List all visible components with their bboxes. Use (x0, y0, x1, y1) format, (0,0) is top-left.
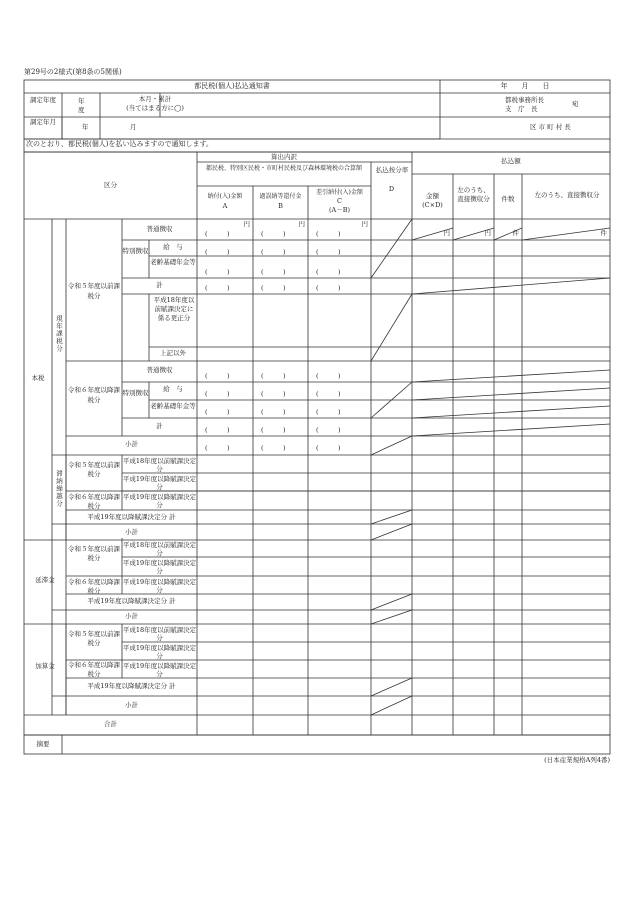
row-shokei-3: 小計 (125, 612, 138, 620)
row-h19-iko-5: 平成19年度以降賦課決定分 (122, 644, 197, 660)
row-h19-iko-2: 平成19年度以降賦課決定分 (122, 493, 197, 509)
paren-c-4: ( ) (316, 284, 341, 292)
col-kingaku-formula: (C×D) (422, 201, 443, 209)
row-h19-iko-3: 平成19年度以降賦課決定分 (122, 559, 197, 575)
row-gokei: 合計 (104, 720, 117, 728)
col-c: 差引納付(入)金額 (316, 189, 363, 196)
form-number: 第29号の2様式(第8条の5関係) (24, 68, 122, 76)
unit-yen-a: 円 (243, 220, 250, 228)
row-shokei-1: 小計 (125, 440, 138, 448)
paren-a-2: ( ) (205, 248, 230, 256)
col-c-formula: (A－B) (328, 206, 351, 214)
row-r5-kasan: 令和５年度以前課税分 (68, 630, 120, 647)
col-a-letter: A (222, 202, 228, 210)
mayor-label: 区 市 町 村 長 (530, 123, 571, 131)
paren-b-7: ( ) (261, 408, 286, 416)
paren-b-1: ( ) (261, 230, 286, 238)
addressee-label: 宛 (572, 100, 579, 108)
row-r5-tainou: 令和５年度以前課税分 (68, 461, 120, 478)
row-futsu-1: 普通徴収 (146, 225, 173, 233)
row-nenkin-1: 老齢基礎年金等 (150, 258, 196, 266)
footer-note: (日本産業規格A列4番) (544, 756, 610, 764)
row-honzei: 本税 (31, 374, 45, 382)
paren-c-8: ( ) (316, 426, 341, 434)
row-h18-ika-2: 平成18年度以前賦課決定分 (122, 541, 197, 557)
col-kingaku: 金額 (426, 192, 439, 200)
intro-text: 次のとおり、都民税(個人)を払い込みますので通知します。 (26, 140, 213, 148)
paren-c-3: ( ) (316, 268, 341, 276)
row-tekiyo: 摘要 (36, 740, 50, 748)
unit-ken-direct: 件 (600, 229, 607, 237)
row-r6-tainou: 令和６年度以降課税分 (68, 493, 120, 510)
paren-a-8: ( ) (205, 426, 230, 434)
row-futsu-2: 普通徴収 (146, 366, 173, 374)
row-gennen: 現年課税分 (55, 315, 63, 353)
paren-b-2: ( ) (261, 248, 286, 256)
row-kei-1: 計 (156, 281, 163, 289)
paren-a-1: ( ) (205, 230, 230, 238)
unit-yen-c: 円 (361, 220, 368, 228)
col-d-letter: D (388, 185, 395, 193)
unit-yen-b: 円 (298, 220, 305, 228)
row-h18-kosei: 平成18年度以前賦課決定に係る更正分 (153, 296, 195, 322)
office-label-2: 支 庁 長 (505, 105, 538, 113)
label-chotei-nendo: 調定年度 (30, 96, 56, 104)
row-h19-iko-4: 平成19年度以降賦課決定分 (122, 578, 197, 594)
row-r6-entai: 令和６年度以降課税分 (68, 578, 120, 595)
label-nen: 年 (82, 123, 89, 131)
row-shokei-4: 小計 (125, 701, 138, 709)
col-a: 納付(入)金額 (207, 193, 243, 200)
col-b: 過誤納等還付金 (259, 193, 302, 200)
date-label: 年 月 日 (500, 82, 550, 90)
row-kasan: 加算金 (35, 662, 55, 670)
row-tokubetsu-1: 特別徴収 (122, 247, 149, 255)
office-label: 都税事務所長 (505, 96, 544, 104)
paren-b-9: ( ) (261, 444, 286, 452)
row-h19-kei-1: 平成19年度以降賦課決定分 計 (87, 513, 176, 521)
row-joki: 上記以外 (160, 349, 186, 357)
paren-b-5: ( ) (261, 372, 286, 380)
unit-yen-direct: 円 (484, 229, 491, 237)
col-kensu: 件数 (501, 195, 515, 203)
col-santei: 算出内訳 (271, 153, 297, 161)
paren-c-2: ( ) (316, 248, 341, 256)
paren-c-9: ( ) (316, 444, 341, 452)
paren-a-9: ( ) (205, 444, 230, 452)
row-tainou: 滞納繰越分 (55, 470, 63, 508)
paren-a-4: ( ) (205, 284, 230, 292)
row-r5-entai: 令和５年度以前課税分 (68, 545, 120, 562)
row-kyuyo-2: 給 与 (163, 385, 183, 393)
col-haraikomi: 払込額 (501, 157, 521, 165)
paren-a-7: ( ) (205, 408, 230, 416)
row-kyuyo-1: 給 与 (163, 243, 183, 251)
form-title: 都民税(個人)払込通知書 (194, 82, 270, 90)
paren-b-4: ( ) (261, 284, 286, 292)
paren-c-6: ( ) (316, 390, 341, 398)
paren-a-3: ( ) (205, 268, 230, 276)
paren-c-5: ( ) (316, 372, 341, 380)
row-h19-kei-3: 平成19年度以降賦課決定分 計 (87, 682, 176, 690)
col-c-letter: C (337, 197, 342, 205)
col-direct-1: 左のうち、直接徴収分 (457, 186, 490, 203)
label-chotei-nengetsu: 調定年月 (30, 118, 56, 126)
col-b-letter: B (278, 202, 283, 210)
row-h19-kei-2: 平成19年度以降賦課決定分 計 (87, 597, 176, 605)
row-kei-2: 計 (156, 422, 163, 430)
col-kubun: 区分 (104, 181, 117, 189)
row-tokubetsu-2: 特別徴収 (122, 389, 149, 397)
row-h19-iko-1: 平成19年度以降賦課決定分 (122, 475, 197, 491)
paren-b-6: ( ) (261, 390, 286, 398)
label-nendo: 年度 (78, 97, 85, 114)
label-honmoku-note: (当てはまる方に◯) (126, 104, 184, 112)
paren-b-8: ( ) (261, 426, 286, 434)
row-nenkin-2: 老齢基礎年金等 (150, 402, 196, 410)
label-tsuki: 月 (130, 123, 137, 131)
label-honmoku: 本月・累計 (138, 95, 172, 103)
paren-c-7: ( ) (316, 408, 341, 416)
row-h18-ika-1: 平成18年度以前賦課決定分 (122, 457, 197, 473)
paren-c-1: ( ) (316, 230, 341, 238)
row-entai: 延滞金 (35, 576, 55, 584)
col-gassan: 都民税、特別区民税・市町村民税及び森林環境税の合算額 (205, 165, 362, 172)
row-r5-gennen: 令和５年度以前課税分 (68, 282, 120, 300)
col-direct-2: 左のうち、直接徴収分 (534, 191, 600, 199)
row-h19-iko-6: 平成19年度以降賦課決定分 (122, 662, 197, 678)
row-shokei-2: 小計 (125, 528, 138, 536)
row-r6-kasan: 令和６年度以降課税分 (68, 661, 120, 678)
unit-ken: 件 (512, 229, 519, 237)
unit-yen-kingaku: 円 (443, 229, 450, 237)
paren-a-6: ( ) (205, 390, 230, 398)
paren-b-3: ( ) (261, 268, 286, 276)
paren-a-5: ( ) (205, 372, 230, 380)
row-r6-gennen: 令和６年度以降課税分 (68, 386, 120, 404)
row-h18-ika-3: 平成18年度以前賦課決定分 (122, 626, 197, 642)
col-d: 払込按分率 (375, 166, 409, 174)
